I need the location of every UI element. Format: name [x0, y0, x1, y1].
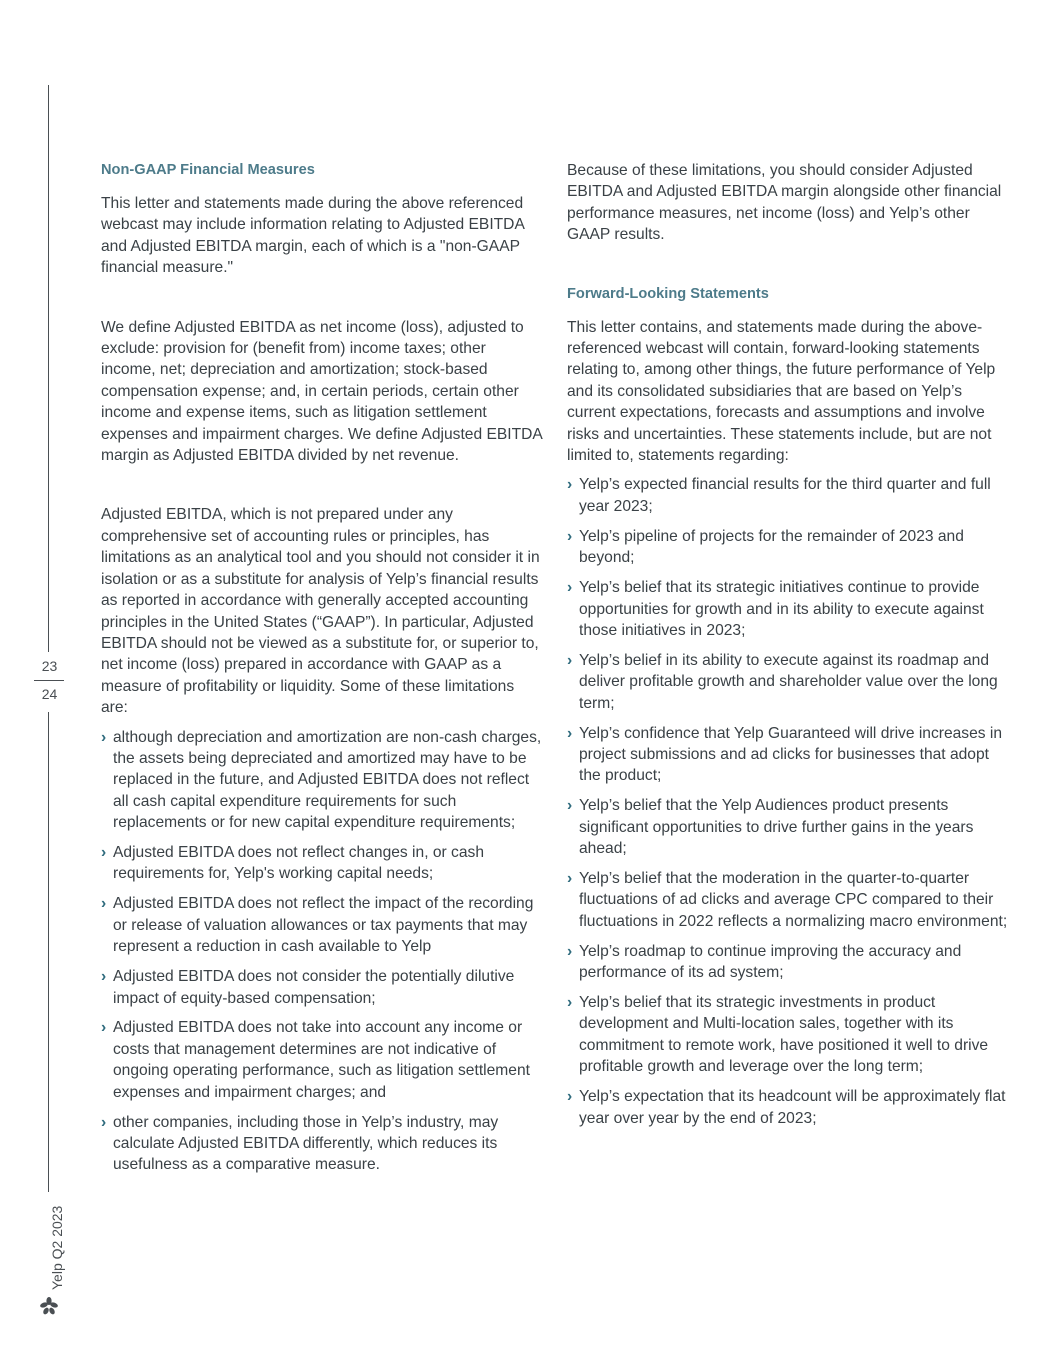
forward-looking-list [567, 474, 1012, 1128]
chevron-right-icon: › [567, 869, 573, 887]
chevron-right-icon: › [101, 728, 107, 746]
page-number-total: 24 [41, 686, 58, 702]
right-column [567, 160, 1012, 1137]
list-item: › Yelp’s belief that its strategic initiatives continue to provide opportunities for growth and in its ability to execute against those initiatives in 2023; [567, 579, 984, 639]
yelp-burst-icon [39, 1296, 59, 1316]
list-item: › Yelp’s pipeline of projects for the remainder of 2023 and beyond; [567, 527, 964, 567]
list-item: › other companies, including those in Yelp’s industry, may calculate Adjusted EBITDA differently, which reduces its usefulness as a comparative measure. [101, 1113, 499, 1174]
document-label: Yelp Q2 2023 [49, 1205, 65, 1290]
list-item: › Yelp’s belief that the Yelp Audiences product presents significant opportunities to drive further gains in the years ahead; [567, 797, 974, 858]
page-number-current: 23 [41, 658, 58, 674]
adjusted-ebitda-limitations-paragraph: Adjusted EBITDA, which is not prepared under any comprehensive set of accounting rules or principles, has limitations as an analytical tool and you should not consider it in isolation or as a substitute for analysis of Yelp’s financial results as reported in accordance with generally accepted accounting principles in the United States (“GAAP”). In particular, Adjusted EBITDA should not be viewed as a substitute for, or superior to, net income (loss) prepared in accordance with GAAP as a measure of profitability or liquidity. Some of these limitations are: [101, 506, 540, 717]
list-item: › Yelp’s expectation that its headcount will be approximately flat year over year by the end of 2023; [567, 1088, 1006, 1127]
list-item: › Adjusted EBITDA does not reflect the impact of the recording or release of valuation allowances or tax payments that may represent a reduction in cash available to Yelp [101, 895, 534, 956]
limitations-consideration-paragraph: Because of these limitations, you should consider Adjusted EBITDA and Adjusted EBITDA margin alongside other financial performance measures, net income (loss) and Yelp’s other GAAP results. [567, 162, 1002, 244]
chevron-right-icon: › [567, 476, 573, 494]
list-item: › Yelp’s expected financial results for the third quarter and full year 2023; [567, 476, 991, 515]
list-item: › Yelp’s belief that its strategic investments in product development and Multi-location sales, together with its commitment to remote work, have positioned it well to drive profitable growth and leverage over the long term; [567, 994, 989, 1076]
chevron-right-icon: › [101, 844, 107, 862]
chevron-right-icon: › [567, 942, 573, 960]
chevron-right-icon: › [567, 651, 573, 669]
chevron-right-icon: › [101, 1019, 107, 1037]
non-gaap-intro-paragraph: This letter and statements made during the above referenced webcast may include information relating to Adjusted EBITDA and Adjusted EBITDA margin, each of which is a "non-GAAP financial measure." [101, 195, 524, 277]
chevron-right-icon: › [567, 527, 573, 545]
chevron-right-icon: › [101, 895, 107, 913]
chevron-right-icon: › [567, 1088, 573, 1106]
list-item: › Adjusted EBITDA does not consider the potentially dilutive impact of equity-based compensation; [101, 968, 515, 1007]
list-item: › Yelp’s belief in its ability to execute against its roadmap and deliver profitable growth and shareholder value over the long term; [567, 651, 998, 712]
chevron-right-icon: › [567, 579, 573, 597]
page-number-separator [34, 680, 64, 681]
chevron-right-icon: › [567, 724, 573, 742]
list-item: › Adjusted EBITDA does not take into account any income or costs that management determines are not indicative of ongoing operating performance, such as litigation settlement expenses and impairment charges; and [101, 1019, 530, 1101]
adjusted-ebitda-definition-paragraph: We define Adjusted EBITDA as net income (loss), adjusted to exclude: provision for (benefit from) income taxes; other income, net; depreciation and amortization; stock-based compensation expense; and, in certain periods, certain other income and expense items, such as litigation settlement expenses and impairment charges. We define Adjusted EBITDA margin as Adjusted EBITDA divided by net revenue. [101, 318, 542, 465]
limitations-list [101, 727, 544, 1176]
list-item: › although depreciation and amortization are non-cash charges, the assets being depreciated and amortized may have to be replaced in the future, and Adjusted EBITDA does not reflect all cash capital expenditure requirements for such replacements or for new capital expenditure requirements; [101, 728, 542, 832]
left-column [101, 160, 544, 1184]
chevron-right-icon: › [101, 1113, 107, 1131]
forward-looking-heading: Forward-Looking Statements [567, 285, 769, 302]
list-item: › Adjusted EBITDA does not reflect changes in, or cash requirements for, Yelp's working capital needs; [101, 844, 484, 883]
forward-looking-intro-paragraph: This letter contains, and statements made during the above-referenced webcast will contain, forward-looking statements relating to, among other things, the future performance of Yelp and its consolidated subsidiaries that are based on Yelp’s current expectations, forecasts and assumptions and involve risks and uncertainties. These statements include, but are not limited to, statements regarding: [567, 318, 996, 465]
chevron-right-icon: › [101, 968, 107, 986]
list-item: › Yelp’s roadmap to continue improving the accuracy and performance of its ad system; [567, 942, 962, 982]
chevron-right-icon: › [567, 797, 573, 815]
list-item: › Yelp’s confidence that Yelp Guaranteed will drive increases in project submissions and ad clicks for businesses that adopt the product; [567, 724, 1003, 785]
list-item: › Yelp’s belief that the moderation in the quarter-to-quarter fluctuations of ad clicks and average CPC compared to their fluctuations in 2022 reflects a normalizing macro environment; [567, 869, 1008, 930]
rail-divider-bottom [48, 712, 49, 1192]
non-gaap-heading: Non-GAAP Financial Measures [101, 162, 315, 178]
rail-divider-top [48, 85, 49, 652]
chevron-right-icon: › [567, 994, 573, 1011]
